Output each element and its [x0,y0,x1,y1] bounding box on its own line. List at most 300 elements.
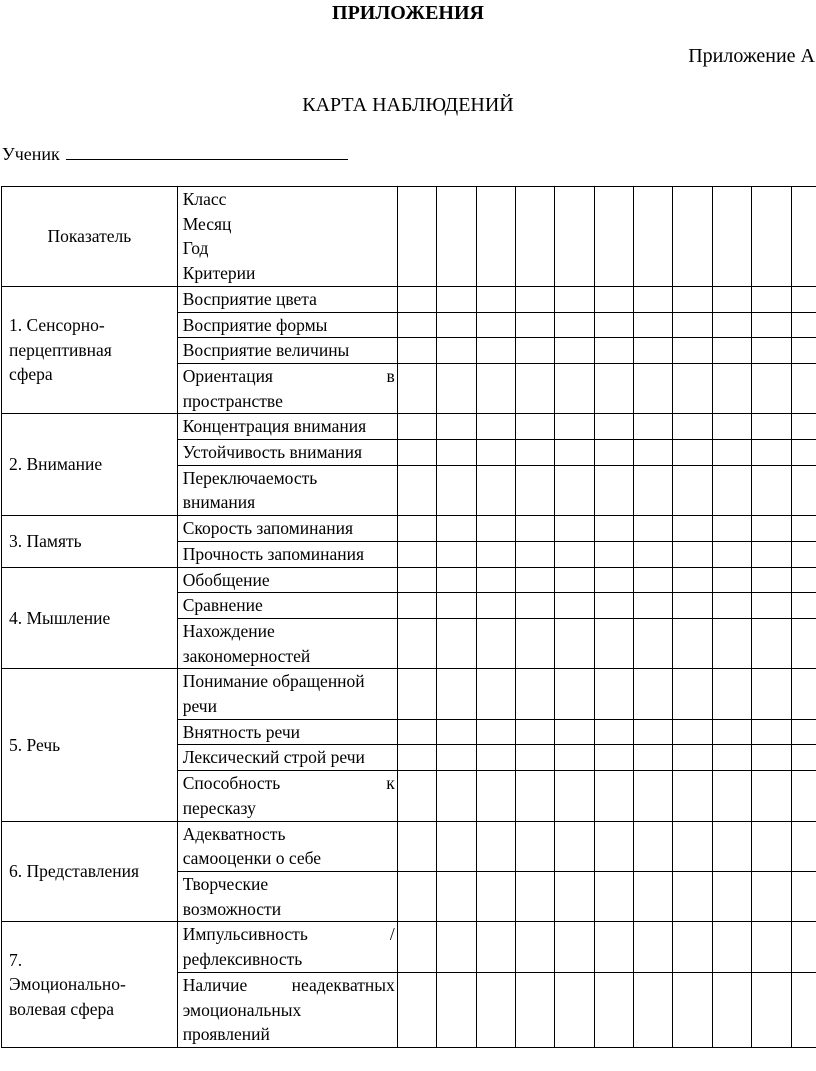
mark-cell[interactable] [476,187,515,287]
criterion-cell [177,922,397,972]
student-field [2,144,348,165]
mark-cell[interactable] [594,745,633,771]
mark-cell[interactable] [791,669,816,719]
mark-cell[interactable] [594,821,633,871]
mark-cell[interactable] [791,771,816,821]
mark-cell[interactable] [791,414,816,440]
criterion-line: рефлексивность [182,949,303,970]
mark-cell[interactable] [673,972,712,1047]
mark-cell[interactable] [515,771,554,821]
criterion-cell [177,821,397,871]
mark-cell[interactable] [594,618,633,668]
mark-cell[interactable] [437,922,476,972]
criterion-line: эмоциональных [182,999,302,1020]
mark-cell[interactable] [712,338,751,364]
criterion-line: Способность к [182,773,395,794]
mark-cell[interactable] [397,363,436,413]
mark-cell[interactable] [673,771,712,821]
criterion-cell [177,440,397,466]
criterion-text: Устойчивость внимания [182,442,363,463]
mark-cell[interactable] [791,593,816,619]
mark-cell[interactable] [476,922,515,972]
mark-cell[interactable] [712,593,751,619]
mark-cell[interactable] [752,821,791,871]
mark-cell[interactable] [476,972,515,1047]
criterion-text: Лексический строй речи [182,747,365,768]
mark-cell[interactable] [397,465,436,515]
mark-cell[interactable] [791,363,816,413]
mark-cell[interactable] [476,771,515,821]
criterion-text: Прочность запоминания [182,543,365,564]
mark-cell[interactable] [397,541,436,567]
mark-cell[interactable] [673,719,712,745]
indicator-label-line: Эмоционально- [9,974,126,995]
mark-cell[interactable] [397,871,436,921]
mark-cell[interactable] [673,414,712,440]
mark-cell[interactable] [594,363,633,413]
mark-cell[interactable] [752,719,791,745]
criterion-line: пространстве [182,390,283,411]
mark-cell[interactable] [712,871,751,921]
mark-cell[interactable] [397,922,436,972]
mark-cell[interactable] [673,745,712,771]
mark-cell[interactable] [791,922,816,972]
mark-cell[interactable] [791,972,816,1047]
mark-cell[interactable] [634,771,673,821]
mark-cell[interactable] [752,871,791,921]
criterion-text: Концентрация внимания [182,416,367,437]
mark-cell[interactable] [555,465,594,515]
mark-cell[interactable] [437,719,476,745]
mark-cell[interactable] [673,541,712,567]
mark-cell[interactable] [515,719,554,745]
criterion-cell [177,363,397,413]
mark-cell[interactable] [515,972,554,1047]
criterion-line: Переключаемость [182,467,318,488]
mark-cell[interactable] [397,821,436,871]
mark-cell[interactable] [555,312,594,338]
mark-cell[interactable] [397,618,436,668]
mark-cell[interactable] [594,567,633,593]
criterion-text: Внятность речи [182,721,300,742]
mark-cell[interactable] [476,821,515,871]
mark-cell[interactable] [673,187,712,287]
indicator-group [2,567,178,669]
mark-cell[interactable] [673,567,712,593]
mark-cell[interactable] [712,286,751,312]
mark-cell[interactable] [515,567,554,593]
mark-cell[interactable] [515,312,554,338]
mark-cell[interactable] [634,414,673,440]
mark-cell[interactable] [752,414,791,440]
mark-cell[interactable] [634,363,673,413]
mark-cell[interactable] [555,745,594,771]
mark-cell[interactable] [555,593,594,619]
criterion-cell [177,567,397,593]
mark-cell[interactable] [791,465,816,515]
indicator-label-line: перцептивная [9,339,112,360]
mark-cell[interactable] [673,338,712,364]
mark-cell[interactable] [555,922,594,972]
criterion-cell [177,719,397,745]
mark-cell[interactable] [594,465,633,515]
mark-cell[interactable] [476,745,515,771]
criterion-text: Сравнение [182,595,263,616]
mark-cell[interactable] [791,719,816,745]
indicator-label: 5. Речь [9,734,61,755]
mark-cell[interactable] [673,516,712,542]
mark-cell[interactable] [476,541,515,567]
mark-cell[interactable] [634,541,673,567]
mark-cell[interactable] [515,821,554,871]
criterion-cell [177,771,397,821]
mark-cell[interactable] [437,516,476,542]
mark-cell[interactable] [791,541,816,567]
mark-cell[interactable] [515,541,554,567]
table-row [2,516,816,542]
mark-cell[interactable] [397,312,436,338]
mark-cell[interactable] [673,312,712,338]
mark-cell[interactable] [437,338,476,364]
mark-cell[interactable] [712,541,751,567]
mark-cell[interactable] [634,312,673,338]
mark-cell[interactable] [634,286,673,312]
mark-cell[interactable] [555,771,594,821]
mark-cell[interactable] [594,593,633,619]
mark-cell[interactable] [634,338,673,364]
mark-cell[interactable] [476,618,515,668]
mark-cell[interactable] [712,821,751,871]
mark-cell[interactable] [673,618,712,668]
mark-cell[interactable] [476,516,515,542]
criterion-line: закономерностей [182,645,311,666]
mark-cell[interactable] [515,286,554,312]
mark-cell[interactable] [634,821,673,871]
mark-cell[interactable] [515,414,554,440]
mark-cell[interactable] [594,719,633,745]
mark-cell[interactable] [476,871,515,921]
mark-cell[interactable] [712,465,751,515]
mark-cell[interactable] [791,286,816,312]
table-row [2,821,816,871]
mark-cell[interactable] [712,414,751,440]
mark-cell[interactable] [752,669,791,719]
mark-cell[interactable] [673,440,712,466]
mark-cell[interactable] [791,338,816,364]
mark-cell[interactable] [437,593,476,619]
mark-cell[interactable] [712,922,751,972]
mark-cell[interactable] [791,821,816,871]
mark-cell[interactable] [673,286,712,312]
mark-cell[interactable] [397,972,436,1047]
mark-cell[interactable] [594,187,633,287]
mark-cell[interactable] [752,516,791,542]
mark-cell[interactable] [634,922,673,972]
mark-cell[interactable] [476,567,515,593]
card-title: КАРТА НАБЛЮДЕНИЙ [302,94,514,116]
mark-cell[interactable] [437,541,476,567]
mark-cell[interactable] [515,871,554,921]
mark-cell[interactable] [712,771,751,821]
mark-cell[interactable] [712,187,751,287]
mark-cell[interactable] [634,871,673,921]
mark-cell[interactable] [397,719,436,745]
mark-cell[interactable] [791,745,816,771]
criterion-cell [177,972,397,1047]
mark-cell[interactable] [634,669,673,719]
mark-cell[interactable] [515,593,554,619]
mark-cell[interactable] [437,618,476,668]
mark-cell[interactable] [791,516,816,542]
mark-cell[interactable] [476,669,515,719]
mark-cell[interactable] [437,669,476,719]
mark-cell[interactable] [555,719,594,745]
criterion-cell [177,541,397,567]
indicator-label-line: 1. Сенсорно- [9,315,105,336]
criterion-text: Восприятие величины [182,340,350,361]
mark-cell[interactable] [476,286,515,312]
criterion-line: самооценки о себе [182,848,322,869]
mark-cell[interactable] [634,618,673,668]
indicator-header: Показатель [2,187,178,287]
table-row [2,922,816,972]
mark-cell[interactable] [555,871,594,921]
header-line: Класс [182,189,227,209]
mark-cell[interactable] [752,771,791,821]
mark-cell[interactable] [555,669,594,719]
mark-cell[interactable] [476,719,515,745]
mark-cell[interactable] [397,567,436,593]
indicator-label-line: 6. Представления [9,861,140,882]
criterion-line: Творческие [182,873,269,894]
mark-cell[interactable] [437,414,476,440]
criteria-header [177,187,397,287]
indicator-label-line: сфера [9,364,53,385]
header-line: Критерии [182,263,256,284]
mark-cell[interactable] [594,922,633,972]
mark-cell[interactable] [673,871,712,921]
mark-cell[interactable] [437,567,476,593]
mark-cell[interactable] [397,440,436,466]
criterion-line: возможности [182,898,282,919]
mark-cell[interactable] [555,414,594,440]
mark-cell[interactable] [712,516,751,542]
mark-cell[interactable] [555,972,594,1047]
mark-cell[interactable] [712,669,751,719]
mark-cell[interactable] [634,593,673,619]
mark-cell[interactable] [712,719,751,745]
mark-cell[interactable] [594,338,633,364]
mark-cell[interactable] [555,618,594,668]
mark-cell[interactable] [594,286,633,312]
mark-cell[interactable] [437,286,476,312]
mark-cell[interactable] [555,187,594,287]
mark-cell[interactable] [752,465,791,515]
criterion-line: Понимание обращенной [182,671,365,692]
mark-cell[interactable] [515,618,554,668]
mark-cell[interactable] [634,516,673,542]
mark-cell[interactable] [437,187,476,287]
mark-cell[interactable] [476,465,515,515]
mark-cell[interactable] [594,440,633,466]
mark-cell[interactable] [752,338,791,364]
mark-cell[interactable] [397,771,436,821]
mark-cell[interactable] [752,922,791,972]
mark-cell[interactable] [437,771,476,821]
table-row [2,414,816,440]
mark-cell[interactable] [555,821,594,871]
mark-cell[interactable] [594,516,633,542]
criterion-cell [177,338,397,364]
mark-cell[interactable] [555,338,594,364]
mark-cell[interactable] [712,972,751,1047]
mark-cell[interactable] [634,465,673,515]
mark-cell[interactable] [712,440,751,466]
criterion-cell [177,414,397,440]
mark-cell[interactable] [594,669,633,719]
mark-cell[interactable] [752,187,791,287]
criterion-cell [177,312,397,338]
mark-cell[interactable] [791,567,816,593]
mark-cell[interactable] [752,312,791,338]
indicator-group [2,821,178,922]
mark-cell[interactable] [476,338,515,364]
mark-cell[interactable] [752,567,791,593]
criterion-text: Восприятие формы [182,314,328,335]
header-line: Месяц [182,213,232,234]
criterion-cell [177,593,397,619]
mark-cell[interactable] [712,567,751,593]
table-row [2,567,816,593]
mark-cell[interactable] [437,871,476,921]
mark-cell[interactable] [791,618,816,668]
mark-cell[interactable] [437,972,476,1047]
student-label: Ученик [2,144,60,164]
mark-cell[interactable] [594,871,633,921]
mark-cell[interactable] [555,440,594,466]
mark-cell[interactable] [437,440,476,466]
mark-cell[interactable] [476,414,515,440]
mark-cell[interactable] [752,618,791,668]
mark-cell[interactable] [515,440,554,466]
mark-cell[interactable] [515,338,554,364]
mark-cell[interactable] [476,312,515,338]
mark-cell[interactable] [397,516,436,542]
mark-cell[interactable] [397,414,436,440]
mark-cell[interactable] [555,567,594,593]
mark-cell[interactable] [515,465,554,515]
mark-cell[interactable] [397,745,436,771]
indicator-label: 2. Внимание [9,454,103,475]
mark-cell[interactable] [634,719,673,745]
mark-cell[interactable] [397,187,436,287]
mark-cell[interactable] [476,440,515,466]
mark-cell[interactable] [555,541,594,567]
mark-cell[interactable] [476,593,515,619]
mark-cell[interactable] [555,363,594,413]
mark-cell[interactable] [515,516,554,542]
mark-cell[interactable] [673,363,712,413]
mark-cell[interactable] [752,440,791,466]
mark-cell[interactable] [515,187,554,287]
mark-cell[interactable] [437,465,476,515]
mark-cell[interactable] [752,745,791,771]
mark-cell[interactable] [437,363,476,413]
mark-cell[interactable] [712,745,751,771]
mark-cell[interactable] [437,312,476,338]
mark-cell[interactable] [752,593,791,619]
criterion-cell [177,745,397,771]
mark-cell[interactable] [515,922,554,972]
criterion-line: Нахождение [182,620,275,641]
criterion-line: проявлений [182,1024,270,1045]
mark-cell[interactable] [555,286,594,312]
mark-cell[interactable] [594,771,633,821]
mark-cell[interactable] [752,363,791,413]
mark-cell[interactable] [712,618,751,668]
criterion-cell [177,871,397,921]
mark-cell[interactable] [634,567,673,593]
mark-cell[interactable] [791,871,816,921]
criterion-line: Импульсивность / [182,924,395,945]
mark-cell[interactable] [791,440,816,466]
mark-cell[interactable] [634,972,673,1047]
mark-cell[interactable] [594,972,633,1047]
mark-cell[interactable] [437,821,476,871]
mark-cell[interactable] [594,414,633,440]
criterion-cell [177,618,397,668]
mark-cell[interactable] [673,593,712,619]
mark-cell[interactable] [712,363,751,413]
indicator-group [2,669,178,821]
mark-cell[interactable] [397,286,436,312]
criterion-cell [177,516,397,542]
mark-cell[interactable] [752,972,791,1047]
mark-cell[interactable] [791,187,816,287]
mark-cell[interactable] [752,286,791,312]
mark-cell[interactable] [712,312,751,338]
mark-cell[interactable] [673,465,712,515]
table-row [2,286,816,312]
mark-cell[interactable] [476,363,515,413]
indicator-group [2,414,178,516]
mark-cell[interactable] [673,669,712,719]
mark-cell[interactable] [634,745,673,771]
mark-cell[interactable] [515,745,554,771]
mark-cell[interactable] [437,745,476,771]
mark-cell[interactable] [397,338,436,364]
criterion-line: внимания [182,492,256,513]
student-name-line[interactable] [66,145,348,160]
criterion-line: Адекватность [182,823,286,844]
mark-cell[interactable] [555,516,594,542]
mark-cell[interactable] [594,312,633,338]
mark-cell[interactable] [752,541,791,567]
mark-cell[interactable] [634,440,673,466]
mark-cell[interactable] [673,922,712,972]
mark-cell[interactable] [397,593,436,619]
mark-cell[interactable] [515,669,554,719]
criterion-cell [177,669,397,719]
mark-cell[interactable] [634,187,673,287]
mark-cell[interactable] [397,669,436,719]
mark-cell[interactable] [673,821,712,871]
mark-cell[interactable] [515,363,554,413]
criterion-line: Восприятие цвета [182,288,317,309]
mark-cell[interactable] [594,541,633,567]
mark-cell[interactable] [791,312,816,338]
criterion-line: пересказу [182,797,256,818]
